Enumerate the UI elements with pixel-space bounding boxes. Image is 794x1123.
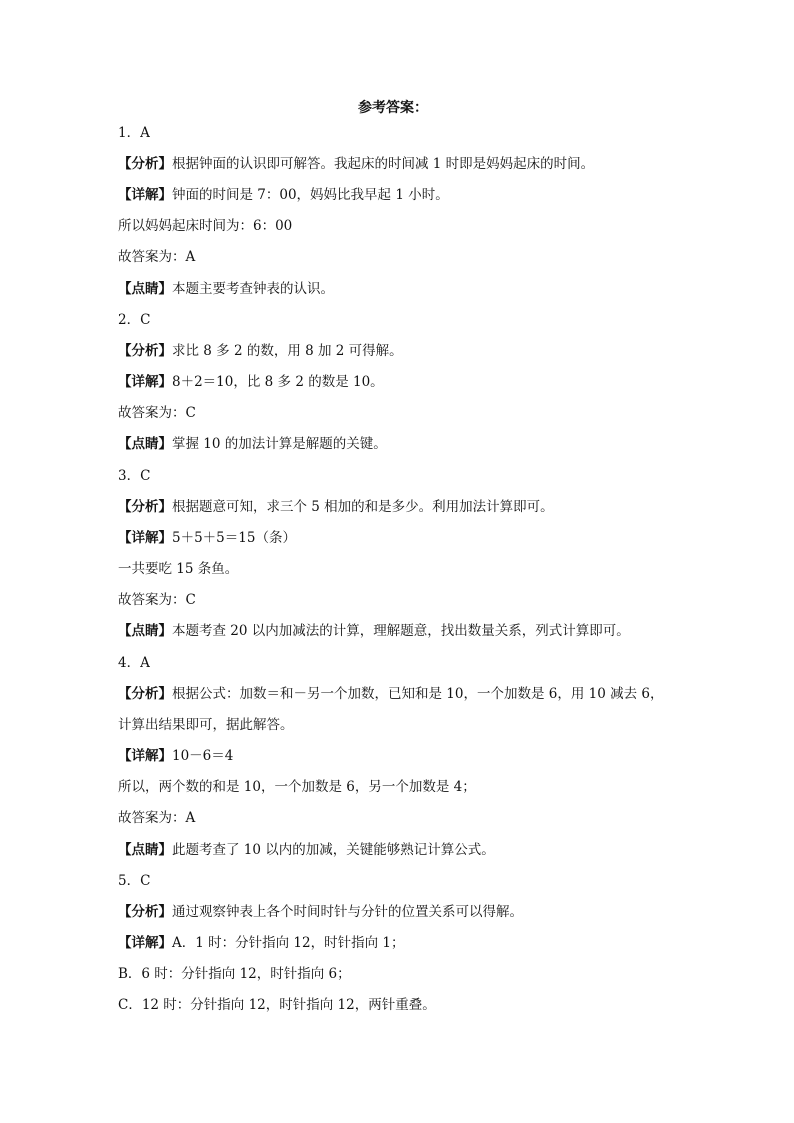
line-text: 所以，两个数的和是 10，一个加数是 6，另一个加数是 4； [118,779,476,795]
answer-line [118,653,758,673]
answer-line [118,840,758,860]
line-text: 4．A [118,655,150,671]
line-tag: 【点睛】 [118,842,172,858]
line-tag: 【详解】 [118,374,172,390]
answer-line [118,466,758,486]
line-tag: 【分析】 [118,343,172,359]
answer-line [118,777,758,797]
answer-line [118,995,758,1015]
line-text: 掌握 10 的加法计算是解题的关键。 [172,436,387,452]
answer-line [118,123,758,143]
answer-line [118,715,758,735]
answer-line [118,497,758,517]
answer-line [118,964,758,984]
line-tag: 【详解】 [118,530,172,546]
answer-line [118,279,758,299]
answer-line [118,185,758,205]
line-text: 故答案为：A [118,810,196,826]
line-text: 故答案为：A [118,249,196,265]
line-text: 2．C [118,312,151,328]
line-text: 所以妈妈起床时间为：6：00 [118,218,293,234]
line-tag: 【点睛】 [118,623,172,639]
answer-line [118,247,758,267]
line-text: 通过观察钟表上各个时间时针与分针的位置关系可以得解。 [172,904,523,920]
answer-line [118,808,758,828]
line-tag: 【分析】 [118,156,172,172]
line-tag: 【详解】 [118,935,172,951]
line-text: 一共要吃 15 条鱼。 [118,561,239,577]
line-tag: 【详解】 [118,187,172,203]
line-tag: 【分析】 [118,499,172,515]
answer-line [118,902,758,922]
line-text: 求比 8 多 2 的数，用 8 加 2 可得解。 [172,343,403,359]
line-text: 10－6＝4 [172,748,234,764]
line-text: C．12 时：分针指向 12，时针指向 12，两针重叠。 [118,997,436,1013]
answer-line [118,372,758,392]
line-text: 5．C [118,873,151,889]
answer-line [118,341,758,361]
line-text: B．6 时：分针指向 12，时针指向 6； [118,966,351,982]
line-text: 故答案为：C [118,592,196,608]
line-text: 根据公式：加数＝和－另一个加数，已知和是 10，一个加数是 6，用 10 减去 6， [172,686,664,702]
line-text: 3．C [118,468,151,484]
answer-line [118,216,758,236]
answer-line [118,871,758,891]
answer-line [118,933,758,953]
line-tag: 【详解】 [118,748,172,764]
line-tag: 【点睛】 [118,436,172,452]
answer-line [118,684,758,704]
answer-line [118,154,758,174]
line-text: 根据题意可知，求三个 5 相加的和是多少。利用加法计算即可。 [172,499,554,515]
line-text: 8＋2＝10，比 8 多 2 的数是 10。 [172,374,384,390]
answer-line [118,590,758,610]
answer-line [118,559,758,579]
page-title: 参考答案： [358,100,428,116]
line-text: 故答案为：C [118,405,196,421]
line-text: 5＋5＋5＝15（条） [172,530,296,546]
answer-line [118,434,758,454]
line-text: 钟面的时间是 7：00，妈妈比我早起 1 小时。 [172,187,449,203]
answer-line [118,403,758,423]
line-tag: 【分析】 [118,686,172,702]
answer-line [118,621,758,641]
line-text: 本题主要考查钟表的认识。 [172,281,334,297]
line-text: 计算出结果即可，据此解答。 [118,717,294,733]
answer-line [118,746,758,766]
line-tag: 【分析】 [118,904,172,920]
line-text: 根据钟面的认识即可解答。我起床的时间减 1 时即是妈妈起床的时间。 [172,156,595,172]
answer-line [118,310,758,330]
line-text: A．1 时：分针指向 12，时针指向 1； [172,935,405,951]
line-text: 此题考查了 10 以内的加减，关键能够熟记计算公式。 [172,842,495,858]
answer-line [118,528,758,548]
line-text: 本题考查 20 以内加减法的计算，理解题意，找出数量关系，列式计算即可。 [172,623,630,639]
line-text: 1．A [118,125,150,141]
line-tag: 【点睛】 [118,281,172,297]
